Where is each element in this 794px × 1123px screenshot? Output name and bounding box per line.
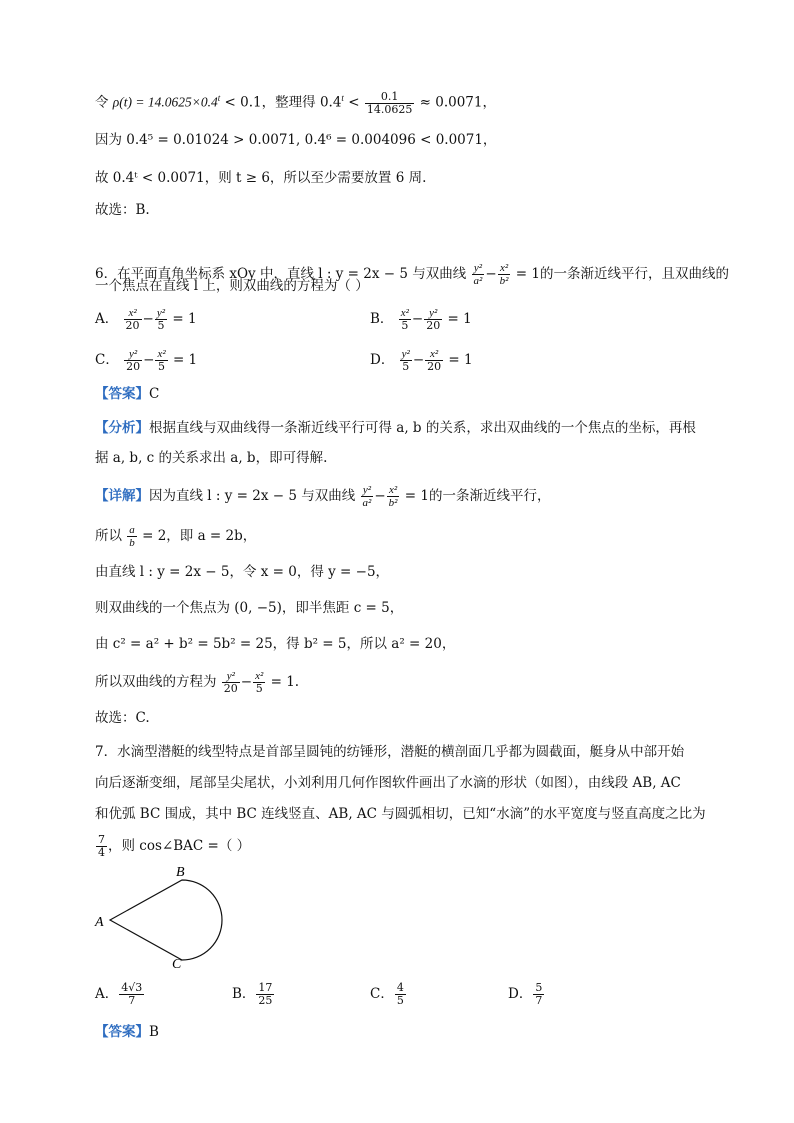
option-label: B． — [370, 311, 394, 327]
q6-option-d: D． $\frac{\text{y²}}{5}$ − $\frac{\text{x²}}{20}$ = 1 — [370, 348, 473, 373]
numerator: x² — [124, 307, 142, 320]
numerator: y² — [472, 262, 485, 275]
q7-option-c — [370, 982, 407, 1007]
q6-stem-line-1: 6．在平面直角坐标系 xOy 中，直线 l : y = 2x − 5 与双曲线 $\frac{\text{y²}}{\text{a²}}$ − $\frac{\text{x²}}{\text{b²}}$ = 1的一条渐近线平行，且双曲线的 — [95, 262, 729, 287]
denominator: 5 — [157, 319, 165, 332]
denominator: 20 — [125, 319, 140, 332]
denominator: b — [129, 537, 135, 549]
q6-answer — [95, 384, 159, 404]
numerator: x² — [425, 348, 443, 361]
denominator: a² — [473, 275, 483, 287]
denominator: b² — [499, 275, 509, 287]
q7-stem-3: 和优弧 BC 围成，其中 BC 连线竖直、AB, AC 与圆弧相切，已知“水滴”的水平宽度与竖直高度之比为 — [95, 806, 706, 822]
numerator: 0.1 — [365, 91, 415, 104]
fraction — [399, 307, 411, 332]
fraction — [424, 307, 442, 332]
numerator: y² — [222, 670, 240, 683]
label-a: A — [95, 915, 104, 930]
drop-outline — [110, 880, 222, 960]
q6-analysis-1 — [95, 418, 696, 438]
exponent: t — [341, 93, 344, 103]
denominator: 5 — [396, 994, 404, 1007]
q6-final: 故选：C. — [95, 710, 150, 726]
text: 因为直线 l : y = 2x − 5 与双曲线 — [149, 488, 356, 504]
text: 6．在平面直角坐标系 xOy 中，直线 l : y = 2x − 5 与双曲线 — [95, 266, 467, 282]
q6-detail-6: 所以双曲线的方程为 $\frac{\text{y²}}{20}$ − $\frac{\text{x²}}{5}$ = 1. — [95, 670, 300, 695]
q7-option-b — [232, 982, 275, 1007]
q7-stem-1: 7．水滴型潜艇的线型特点是首部呈圆钝的纺锤形，潜艇的横剖面几乎都为圆截面，艇身从中部开始 — [95, 744, 685, 760]
q6-option-b: B． $\frac{\text{x²}}{5}$ − $\frac{\text{y²}}{20}$ = 1 — [370, 307, 472, 332]
denominator: 5 — [401, 319, 409, 332]
q7-option-a — [95, 982, 145, 1007]
numerator: 17 — [258, 981, 273, 994]
detail-tag: 【详解】 — [95, 488, 149, 504]
prev-line-1 — [95, 88, 496, 116]
denominator: 5 — [255, 682, 263, 695]
text: < — [343, 94, 360, 111]
q7-option-d — [508, 982, 545, 1007]
answer-tag: 【答案】 — [95, 1024, 149, 1040]
formula: ρ(t) = 14.0625×0.4 — [112, 94, 218, 110]
text: = 1 — [448, 352, 473, 368]
text: = 1 — [404, 488, 429, 504]
denominator: 5 — [402, 360, 410, 373]
numerator: y² — [156, 307, 166, 319]
denominator: b² — [388, 497, 398, 509]
option-label: D． — [508, 986, 533, 1002]
q6-stem-line-2: 一个焦点在直线 l 上，则双曲线的方程为（ ） — [95, 278, 369, 294]
q7-stem-2: 向后逐渐变细，尾部呈尖尾状，小刘利用几何作图软件画出了水滴的形状（如图），由线段 AB, AC — [95, 775, 681, 791]
fraction — [472, 262, 485, 287]
answer-tag: 【答案】 — [95, 386, 149, 402]
option-label: A． — [95, 311, 119, 327]
answer-value: B — [149, 1024, 159, 1040]
denominator: 20 — [223, 682, 238, 695]
text: 根据直线与双曲线得一条渐近线平行可得 a, b 的关系，求出双曲线的一个焦点的坐标，再根 — [149, 420, 696, 436]
fraction — [124, 348, 142, 373]
fraction — [96, 834, 107, 859]
option-label: C． — [95, 352, 119, 368]
numerator: 4√3 — [121, 981, 143, 994]
numerator: 7 — [98, 833, 105, 846]
q6-detail-4: 则双曲线的一个焦点为 (0, −5)，即半焦距 c = 5， — [95, 600, 404, 616]
option-label: A． — [95, 986, 119, 1002]
fraction — [365, 91, 415, 116]
q6-option-c: C． $\frac{\text{y²}}{20}$ − $\frac{\text{x²}}{5}$ = 1 — [95, 348, 198, 373]
fraction — [119, 982, 144, 1007]
numerator: a — [129, 524, 135, 536]
text: ，则 cos∠BAC =（ ） — [108, 838, 251, 854]
answer-value: C — [149, 386, 160, 402]
denominator: a² — [362, 497, 372, 509]
formula: 0.4 — [319, 94, 342, 111]
numerator: x² — [400, 307, 409, 319]
denominator: 7 — [535, 994, 543, 1007]
denominator: 25 — [258, 994, 273, 1007]
prev-line-4: 故选：B. — [95, 202, 150, 218]
water-drop-figure — [90, 862, 250, 972]
text: . — [294, 674, 300, 690]
numerator: 4 — [396, 981, 404, 994]
numerator: x² — [498, 262, 511, 275]
text: = 1 — [172, 311, 197, 327]
label-c: C — [172, 957, 182, 972]
denominator: 20 — [427, 360, 442, 373]
text: = 1 — [270, 674, 295, 690]
text: 的一条渐近线平行，且双曲线的 — [539, 266, 729, 282]
numerator: x² — [387, 484, 400, 497]
text: 的一条渐近线平行， — [428, 488, 551, 504]
fraction — [127, 524, 137, 549]
exponent: t — [217, 93, 221, 103]
text: = 2，即 a = 2b， — [142, 528, 257, 544]
fraction — [253, 670, 265, 695]
text: < 0.1，整理得 — [220, 94, 316, 111]
q7-answer — [95, 1022, 159, 1042]
numerator: x² — [157, 348, 166, 360]
numerator: y² — [361, 484, 374, 497]
denominator: 14.0625 — [366, 102, 413, 116]
q6-detail-1: 【详解】因为直线 l : y = 2x − 5 与双曲线 $\frac{\text{y²}}{\text{a²}}$ − $\frac{\text{x²}}{\text{b²}}$ = 1的一条渐近线平行， — [95, 484, 551, 509]
fraction — [222, 670, 240, 695]
text: = 1 — [447, 311, 472, 327]
denominator: 20 — [126, 360, 141, 373]
text: 所以 — [95, 528, 122, 544]
fraction — [256, 982, 274, 1007]
fraction — [361, 484, 374, 509]
numerator: x² — [255, 670, 264, 682]
label-b: B — [176, 865, 185, 880]
denominator: 7 — [128, 994, 136, 1007]
numerator: y² — [401, 348, 410, 360]
q6-detail-3: 由直线 l : y = 2x − 5，令 x = 0，得 y = −5， — [95, 564, 390, 580]
fraction — [533, 982, 544, 1007]
fraction — [155, 348, 167, 373]
text: = 1 — [172, 352, 198, 368]
option-label: C． — [370, 986, 394, 1002]
fraction — [498, 262, 511, 287]
fraction — [400, 348, 412, 373]
text: 所以双曲线的方程为 — [95, 674, 217, 690]
numerator: y² — [424, 307, 442, 320]
q6-detail-5: 由 c² = a² + b² = 5b² = 25，得 b² = 5，所以 a² = 20， — [95, 636, 456, 652]
denominator: 5 — [158, 360, 166, 373]
option-label: D． — [370, 352, 395, 368]
fraction — [124, 307, 142, 332]
q6-option-a: A． $\frac{\text{x²}}{20}$ − $\frac{\text{y²}}{5}$ = 1 — [95, 307, 197, 332]
fraction — [425, 348, 443, 373]
denominator: 4 — [98, 846, 105, 859]
text: = 1 — [515, 266, 540, 282]
denominator: 20 — [426, 319, 441, 332]
prev-line-3: 故 0.4ᵗ < 0.0071，则 t ≥ 6，所以至少需要放置 6 周. — [95, 170, 427, 186]
numerator: 5 — [535, 981, 543, 994]
q6-detail-2 — [95, 524, 256, 549]
fraction — [395, 982, 406, 1007]
text: ≈ 0.0071， — [419, 94, 496, 111]
text: 令 — [95, 94, 109, 111]
option-label: B． — [232, 986, 256, 1002]
numerator: y² — [124, 348, 142, 361]
q7-stem-4 — [95, 834, 250, 859]
analysis-tag: 【分析】 — [95, 420, 149, 436]
prev-line-2: 因为 0.4⁵ = 0.01024 > 0.0071, 0.4⁶ = 0.004096 < 0.0071， — [95, 132, 497, 148]
fraction — [387, 484, 400, 509]
fraction — [155, 307, 167, 332]
q6-analysis-2: 据 a, b, c 的关系求出 a, b，即可得解. — [95, 450, 328, 466]
